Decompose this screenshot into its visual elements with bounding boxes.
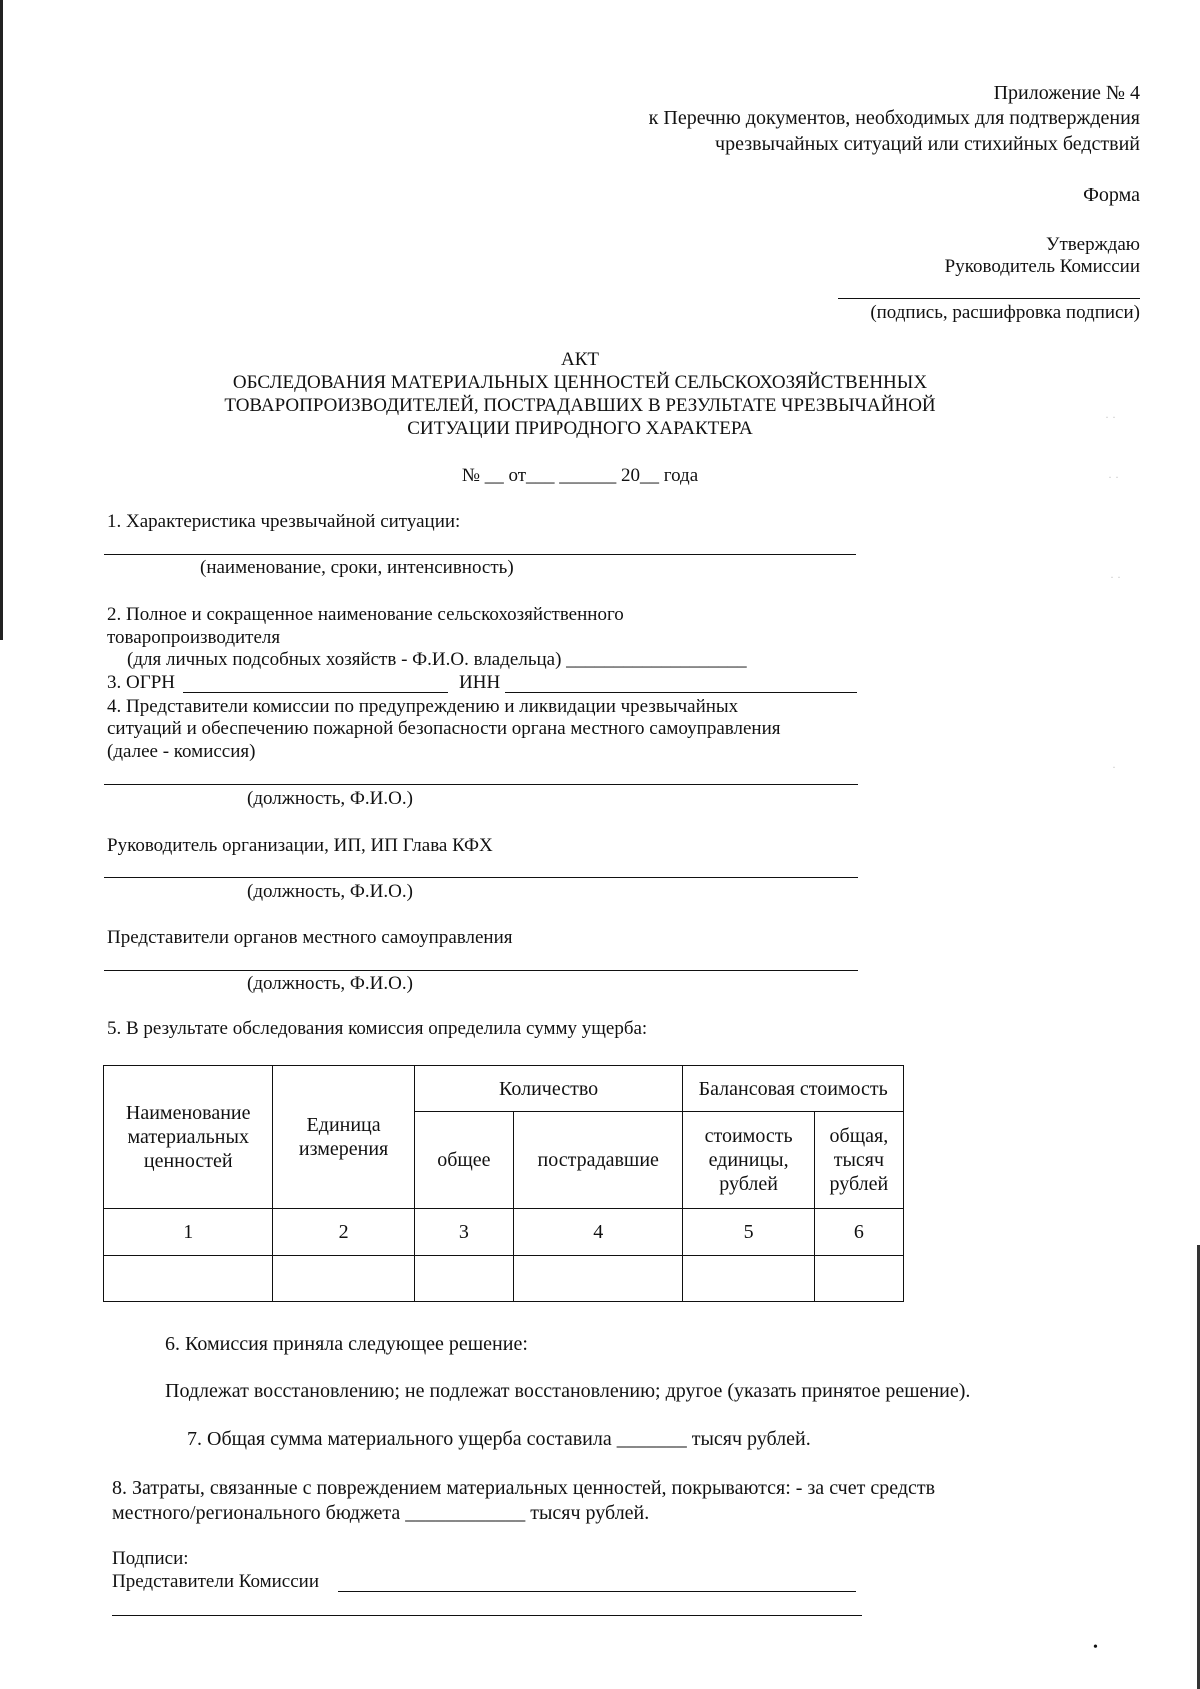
org-head-caption: (должность, Ф.И.О.) <box>247 881 413 902</box>
header-quantity-damaged: пострадавшие <box>514 1112 683 1209</box>
column-number: 3 <box>414 1209 513 1256</box>
commission-input-line[interactable] <box>104 784 858 785</box>
approve-label: Утверждаю <box>1046 234 1140 255</box>
section2-line2: товаропроизводителя <box>107 627 281 648</box>
signatures-label: Подписи: <box>112 1548 189 1569</box>
inn-label: ИНН <box>459 672 501 693</box>
header-quantity-total: общее <box>414 1112 513 1209</box>
act-title-line3: ТОВАРОПРОИЗВОДИТЕЛЕЙ, ПОСТРАДАВШИХ В РЕЗУЛЬТАТЕ ЧРЕЗВЫЧАЙНОЙ <box>224 395 936 416</box>
header-unit: Единица измерения <box>273 1066 414 1209</box>
org-head-label: Руководитель организации, ИП, ИП Глава КФХ <box>107 835 493 856</box>
damage-table <box>103 1065 904 1302</box>
column-number: 6 <box>814 1209 903 1256</box>
commission-reps-signature-line[interactable] <box>338 1591 856 1592</box>
table-cell-empty[interactable] <box>414 1256 513 1302</box>
section2-line1: 2. Полное и сокращенное наименование сельскохозяйственного <box>107 604 624 625</box>
scan-noise: · <box>1112 760 1116 774</box>
org-head-input-line[interactable] <box>104 877 858 878</box>
appendix-ref-line2: чрезвычайных ситуаций или стихийных бедствий <box>715 133 1140 155</box>
section4-line2: ситуаций и обеспечению пожарной безопасности органа местного самоуправления <box>107 718 781 739</box>
section6-options: Подлежат восстановлению; не подлежат восстановлению; другое (указать принятое решение). <box>165 1380 971 1402</box>
section7-total-damage[interactable]: 7. Общая сумма материального ущерба составила _______ тысяч рублей. <box>187 1428 811 1450</box>
appendix-label: Приложение № 4 <box>993 82 1140 104</box>
table-cell-empty[interactable] <box>683 1256 814 1302</box>
section1-input-line[interactable] <box>104 554 856 555</box>
header-total-cost: общая, тысяч рублей <box>814 1112 903 1209</box>
act-title-line2: ОБСЛЕДОВАНИЯ МАТЕРИАЛЬНЫХ ЦЕННОСТЕЙ СЕЛЬСКОХОЗЯЙСТВЕННЫХ <box>232 372 928 393</box>
local-gov-input-line[interactable] <box>104 970 858 971</box>
table-cell-empty[interactable] <box>814 1256 903 1302</box>
scan-noise: · · <box>1108 470 1119 484</box>
section4-line1: 4. Представители комиссии по предупреждению и ликвидации чрезвычайных <box>107 696 739 717</box>
section1-caption: (наименование, сроки, интенсивность) <box>200 557 514 578</box>
inn-input-line[interactable] <box>505 692 857 693</box>
column-number: 5 <box>683 1209 814 1256</box>
section6-label: 6. Комиссия приняла следующее решение: <box>165 1333 528 1355</box>
act-title-line4: СИТУАЦИИ ПРИРОДНОГО ХАРАКТЕРА <box>407 418 753 439</box>
section1-label: 1. Характеристика чрезвычайной ситуации: <box>107 511 461 532</box>
table-cell-empty[interactable] <box>273 1256 414 1302</box>
commission-caption: (должность, Ф.И.О.) <box>247 788 413 809</box>
signature-caption: (подпись, расшифровка подписи) <box>870 302 1140 323</box>
column-number: 1 <box>104 1209 273 1256</box>
header-name: Наименование материальных ценностей <box>104 1066 273 1209</box>
local-gov-label: Представители органов местного самоуправления <box>107 927 513 948</box>
commission-reps-label: Представители Комиссии <box>112 1571 320 1592</box>
header-unit-cost: стоимость единицы, рублей <box>683 1112 814 1209</box>
scan-dot: • <box>1093 1640 1098 1655</box>
act-title: АКТ <box>561 349 599 370</box>
column-number: 2 <box>273 1209 414 1256</box>
form-label: Форма <box>1083 184 1140 206</box>
section5-label: 5. В результате обследования комиссия определила сумму ущерба: <box>107 1018 648 1039</box>
approver-signature-line[interactable] <box>838 298 1140 299</box>
table-cell-empty[interactable] <box>104 1256 273 1302</box>
scan-noise: · · <box>1105 410 1116 424</box>
scan-edge-left <box>0 0 3 640</box>
scan-noise: · · <box>1110 570 1121 584</box>
section8-line1: 8. Затраты, связанные с повреждением материальных ценностей, покрываются: - за счет средств <box>112 1477 936 1499</box>
table-cell-empty[interactable] <box>514 1256 683 1302</box>
appendix-ref-line1: к Перечню документов, необходимых для подтверждения <box>648 107 1140 129</box>
ogrn-input-line[interactable] <box>183 692 448 693</box>
section4-line3: (далее - комиссия) <box>107 741 256 762</box>
approver-title: Руководитель Комиссии <box>944 256 1140 277</box>
header-quantity: Количество <box>414 1066 683 1112</box>
header-book-value: Балансовая стоимость <box>683 1066 904 1112</box>
ogrn-label: 3. ОГРН <box>107 672 175 693</box>
section8-line2[interactable]: местного/регионального бюджета ____________ тысяч рублей. <box>112 1502 650 1524</box>
extra-signature-line[interactable] <box>112 1615 862 1616</box>
act-number-date[interactable]: № __ от___ ______ 20__ года <box>461 465 699 486</box>
column-number: 4 <box>514 1209 683 1256</box>
local-gov-caption: (должность, Ф.И.О.) <box>247 973 413 994</box>
section2-owner-field[interactable]: (для личных подсобных хозяйств - Ф.И.О. владельца) ___________________ <box>127 649 747 670</box>
